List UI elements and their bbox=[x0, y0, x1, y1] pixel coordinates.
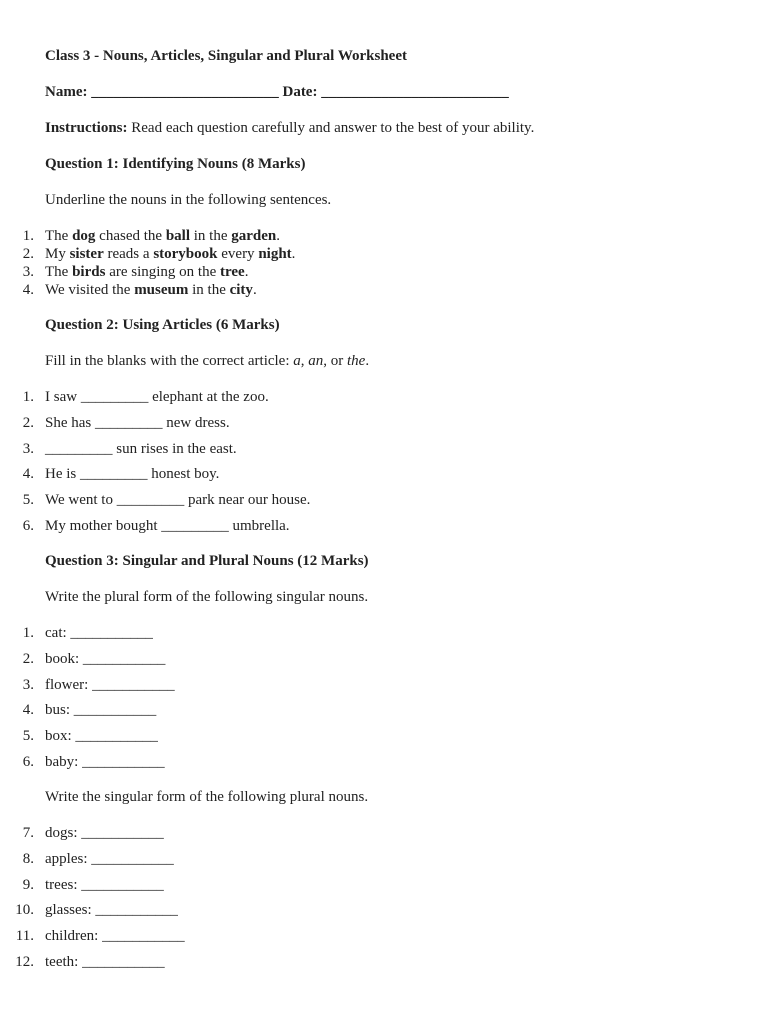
list-item bbox=[0, 440, 310, 466]
q3-plural-list bbox=[0, 624, 175, 779]
list-item bbox=[0, 701, 175, 727]
list-number: 5. bbox=[22, 728, 34, 745]
name-label: Name: bbox=[45, 84, 88, 100]
instructions bbox=[45, 119, 534, 137]
list-item bbox=[0, 388, 310, 414]
text-run: . bbox=[365, 353, 370, 369]
text-run: . bbox=[252, 282, 257, 298]
list-item bbox=[0, 824, 185, 850]
text-run: . bbox=[244, 264, 249, 280]
list-text bbox=[45, 228, 280, 244]
text-run: every bbox=[217, 246, 259, 262]
list-number: 6. bbox=[22, 517, 34, 534]
noun-bold: city bbox=[229, 282, 253, 298]
list-number: 4. bbox=[22, 702, 34, 719]
text-run: are singing on the bbox=[105, 264, 220, 280]
text-run: My bbox=[45, 246, 70, 262]
list-number: 4. bbox=[22, 282, 34, 298]
list-number: 2. bbox=[22, 650, 34, 667]
list-item bbox=[0, 876, 185, 902]
q2-list bbox=[0, 388, 310, 543]
q1-prompt: Underline the nouns in the following sentences. bbox=[45, 192, 332, 208]
noun-bold: dog bbox=[72, 228, 96, 244]
list-number: 12. bbox=[15, 953, 34, 970]
list-item bbox=[0, 245, 295, 263]
list-text: bus: ___________ bbox=[45, 702, 157, 719]
q3-plural-prompt: Write the plural form of the following singular nouns. bbox=[45, 589, 369, 605]
date-blank: _________________________ bbox=[321, 84, 509, 100]
text-run: . bbox=[276, 228, 280, 244]
list-number: 2. bbox=[22, 414, 34, 431]
list-number: 10. bbox=[15, 902, 34, 919]
q1-list bbox=[0, 227, 295, 299]
noun-bold: garden bbox=[231, 228, 277, 244]
list-item bbox=[0, 465, 310, 491]
list-number: 3. bbox=[22, 264, 34, 280]
instructions-label: Instructions: bbox=[45, 120, 128, 136]
list-number: 7. bbox=[22, 825, 34, 841]
text-run: , or bbox=[323, 353, 348, 369]
noun-bold: ball bbox=[165, 228, 190, 244]
list-item bbox=[0, 624, 175, 650]
q2-prompt bbox=[45, 352, 369, 370]
list-text: teeth: ___________ bbox=[45, 953, 165, 970]
list-number: 1. bbox=[22, 228, 34, 244]
noun-bold: sister bbox=[69, 246, 104, 262]
list-number: 3. bbox=[22, 676, 34, 693]
text-run: Fill in the blanks with the correct article: bbox=[45, 353, 294, 369]
text-run: , bbox=[300, 353, 309, 369]
list-text: She has _________ new dress. bbox=[45, 414, 230, 431]
list-text: book: ___________ bbox=[45, 650, 166, 667]
list-number: 6. bbox=[22, 753, 34, 770]
list-item bbox=[0, 927, 185, 953]
list-text: children: ___________ bbox=[45, 928, 185, 945]
q3-singular-prompt: Write the singular form of the following plural nouns. bbox=[45, 789, 369, 805]
list-number: 4. bbox=[22, 466, 34, 483]
text-run: The bbox=[45, 264, 73, 280]
noun-bold: birds bbox=[72, 264, 106, 280]
name-date-line bbox=[45, 83, 509, 101]
noun-bold: storybook bbox=[153, 246, 218, 262]
list-text bbox=[45, 282, 257, 298]
text-run: in the bbox=[190, 228, 232, 244]
list-item bbox=[0, 676, 175, 702]
text-run: in the bbox=[188, 282, 230, 298]
q3-singular-list bbox=[0, 824, 185, 979]
article-italic: a bbox=[293, 353, 301, 369]
noun-bold: night bbox=[258, 246, 292, 262]
list-text: flower: ___________ bbox=[45, 676, 175, 693]
list-item bbox=[0, 263, 295, 281]
list-number: 1. bbox=[22, 625, 34, 641]
list-item bbox=[0, 227, 295, 245]
text-run: reads a bbox=[103, 246, 154, 262]
worksheet-title: Class 3 - Nouns, Articles, Singular and Plural Worksheet bbox=[45, 48, 407, 64]
list-text: glasses: ___________ bbox=[45, 902, 178, 919]
list-number: 1. bbox=[22, 389, 34, 405]
list-text: trees: ___________ bbox=[45, 876, 164, 893]
q2-heading: Question 2: Using Articles (6 Marks) bbox=[45, 317, 280, 333]
list-text: My mother bought _________ umbrella. bbox=[45, 517, 290, 534]
list-text bbox=[45, 264, 248, 280]
list-text: box: ___________ bbox=[45, 728, 158, 745]
list-text: _________ sun rises in the east. bbox=[45, 440, 237, 457]
q1-heading: Question 1: Identifying Nouns (8 Marks) bbox=[45, 156, 306, 172]
list-item bbox=[0, 281, 295, 299]
text-run: We visited the bbox=[45, 282, 135, 298]
q3-heading: Question 3: Singular and Plural Nouns (12 Marks) bbox=[45, 553, 369, 569]
list-item bbox=[0, 727, 175, 753]
name-blank: _________________________ bbox=[91, 84, 279, 100]
noun-bold: tree bbox=[220, 264, 245, 280]
text-run: chased the bbox=[95, 228, 166, 244]
list-text: apples: ___________ bbox=[45, 850, 174, 867]
list-text: baby: ___________ bbox=[45, 753, 165, 770]
list-text: cat: ___________ bbox=[45, 625, 153, 641]
list-item bbox=[0, 517, 310, 543]
list-number: 9. bbox=[22, 876, 34, 893]
list-text: He is _________ honest boy. bbox=[45, 466, 220, 483]
list-item bbox=[0, 753, 175, 779]
list-item bbox=[0, 491, 310, 517]
list-number: 3. bbox=[22, 440, 34, 457]
list-text bbox=[45, 246, 295, 262]
list-item bbox=[0, 901, 185, 927]
list-item bbox=[0, 850, 185, 876]
list-number: 5. bbox=[22, 492, 34, 509]
list-text: dogs: ___________ bbox=[45, 825, 164, 841]
noun-bold: museum bbox=[134, 282, 189, 298]
list-item bbox=[0, 650, 175, 676]
list-item bbox=[0, 414, 310, 440]
article-italic: an bbox=[308, 353, 324, 369]
list-number: 11. bbox=[15, 928, 34, 945]
list-number: 8. bbox=[22, 850, 34, 867]
text-run: . bbox=[291, 246, 296, 262]
text-run: The bbox=[45, 228, 73, 244]
list-text: I saw _________ elephant at the zoo. bbox=[45, 389, 269, 405]
list-item bbox=[0, 953, 185, 979]
list-number: 2. bbox=[22, 246, 34, 262]
date-label: Date: bbox=[282, 84, 318, 100]
instructions-text: Read each question carefully and answer to the best of your ability. bbox=[127, 120, 535, 136]
list-text: We went to _________ park near our house. bbox=[45, 492, 311, 509]
article-italic: the bbox=[347, 353, 366, 369]
